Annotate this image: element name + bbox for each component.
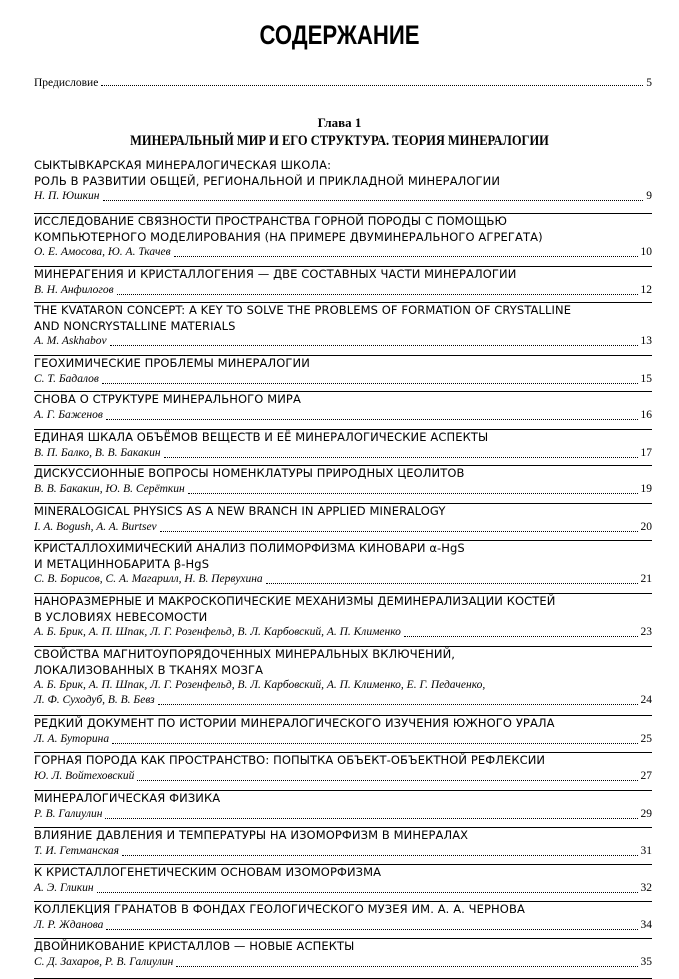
entry-authors: I. A. Bogush, A. A. Burtsev: [34, 520, 157, 533]
entry-page: 24: [640, 694, 652, 706]
entry-title: THE KVATARON CONCEPT: A KEY TO SOLVE THE PROBLEMS OF FORMATION OF CRYSTALLINE: [34, 303, 572, 317]
entry-page: 31: [640, 844, 652, 857]
entry-authors: Т. И. Гетманская: [34, 844, 120, 857]
entry-title: ИССЛЕДОВАНИЕ СВЯЗНОСТИ ПРОСТРАНСТВА ГОРНОЙ ПОРОДЫ С ПОМОЩЬЮ: [34, 214, 508, 228]
dot-leader: [97, 892, 638, 893]
entry-title: РОЛЬ В РАЗВИТИИ ОБЩЕЙ, РЕГИОНАЛЬНОЙ И ПРИКЛАДНОЙ МИНЕРАЛОГИИ: [34, 173, 501, 188]
dot-leader: [188, 493, 638, 494]
toc-entry[interactable]: [34, 865, 652, 902]
dot-leader: [176, 966, 637, 967]
dot-leader: [404, 636, 638, 637]
toc-entry[interactable]: [34, 541, 652, 594]
entry-title: К КРИСТАЛЛОГЕНЕТИЧЕСКИМ ОСНОВАМ ИЗОМОРФИЗМА: [34, 865, 382, 879]
page-title: СОДЕРЖАНИЕ: [259, 20, 420, 50]
preface-label: Предисловие: [34, 77, 99, 89]
toc-entry[interactable]: [34, 158, 652, 214]
entry-title: КРИСТАЛЛОХИМИЧЕСКИЙ АНАЛИЗ ПОЛИМОРФИЗМА КИНОВАРИ α-HgS: [34, 541, 465, 555]
toc-entry[interactable]: [34, 267, 652, 303]
toc-entry[interactable]: [34, 791, 652, 828]
entry-title: ВЛИЯНИЕ ДАВЛЕНИЯ И ТЕМПЕРАТУРЫ НА ИЗОМОРФИЗМ В МИНЕРАЛАХ: [34, 828, 469, 842]
entry-page: 32: [640, 881, 652, 894]
dot-leader: [122, 855, 637, 856]
entry-title: ДИСКУССИОННЫЕ ВОПРОСЫ НОМЕНКЛАТУРЫ ПРИРОДНЫХ ЦЕОЛИТОВ: [34, 466, 465, 480]
entry-page: 12: [640, 283, 652, 296]
entry-title: МИНЕРАЛОГИЧЕСКАЯ ФИЗИКА: [34, 791, 221, 805]
entry-authors: Л. А. Буторина: [34, 732, 110, 745]
dot-leader: [110, 345, 638, 346]
dot-leader: [112, 743, 637, 744]
dot-leader: [137, 780, 637, 781]
entry-title: КОЛЛЕКЦИЯ ГРАНАТОВ В ФОНДАХ ГЕОЛОГИЧЕСКОГО МУЗЕЯ ИМ. А. А. ЧЕРНОВА: [34, 902, 525, 916]
toc-entry[interactable]: [34, 214, 652, 267]
entry-page: 21: [640, 573, 652, 585]
entry-page: 15: [640, 372, 652, 385]
dot-leader: [164, 457, 638, 458]
entry-title: СЫКТЫВКАРСКАЯ МИНЕРАЛОГИЧЕСКАЯ ШКОЛА:: [34, 158, 332, 172]
entry-title: ГОРНАЯ ПОРОДА КАК ПРОСТРАНСТВО: ПОПЫТКА ОБЪЕКТ-ОБЪЕКТНОЙ РЕФЛЕКСИИ: [34, 753, 546, 767]
dot-leader: [158, 704, 638, 705]
entry-title: ЕДИНАЯ ШКАЛА ОБЪЁМОВ ВЕЩЕСТВ И ЕЁ МИНЕРАЛОГИЧЕСКИЕ АСПЕКТЫ: [34, 430, 489, 444]
entry-page: 35: [640, 955, 652, 968]
dot-leader: [106, 419, 638, 420]
entry-page: 34: [640, 918, 652, 931]
preface-entry[interactable]: [34, 71, 652, 89]
entry-title: КОМПЬЮТЕРНОГО МОДЕЛИРОВАНИЯ (НА ПРИМЕРЕ ДВУМИНЕРАЛЬНОГО АГРЕГАТА): [34, 229, 543, 244]
entry-authors: Н. П. Юшкин: [34, 190, 100, 202]
toc-entry[interactable]: [34, 356, 652, 392]
chapter-number: Глава 1: [317, 115, 362, 130]
entry-authors: В. Н. Анфилогов: [34, 283, 114, 296]
entry-page: 17: [640, 446, 652, 459]
entry-page: 19: [640, 482, 652, 495]
entry-authors: А. Э. Гликин: [34, 881, 94, 894]
entry-authors: С. В. Борисов, С. А. Магарилл, Н. В. Первухина: [34, 573, 263, 585]
toc-entry[interactable]: [34, 594, 652, 647]
dot-leader: [106, 929, 637, 930]
toc-entry[interactable]: [34, 828, 652, 865]
entry-authors: В. П. Балко, В. В. Бакакин: [34, 446, 161, 459]
entry-page: 16: [640, 408, 652, 421]
entry-authors: А. Г. Баженов: [34, 408, 103, 421]
dot-leader: [160, 531, 638, 532]
entry-title: ГЕОХИМИЧЕСКИЕ ПРОБЛЕМЫ МИНЕРАЛОГИИ: [34, 356, 310, 370]
toc-entries: [34, 158, 652, 979]
entry-title: МИНЕРАГЕНИЯ И КРИСТАЛЛОГЕНИЯ — ДВЕ СОСТАВНЫХ ЧАСТИ МИНЕРАЛОГИИ: [34, 267, 517, 281]
entry-title: СВОЙСТВА МАГНИТОУПОРЯДОЧЕННЫХ МИНЕРАЛЬНЫХ ВКЛЮЧЕНИЙ,: [34, 647, 456, 661]
entry-authors: Р. В. Галиулин: [34, 807, 103, 820]
dot-leader: [117, 294, 638, 295]
entry-authors: А. Б. Брик, А. П. Шпак, Л. Г. Розенфельд, В. Л. Карбовский, А. П. Клименко: [34, 626, 401, 638]
entry-title: MINERALOGICAL PHYSICS AS A NEW BRANCH IN APPLIED MINERALOGY: [34, 504, 446, 518]
entry-authors: A. M. Askhabov: [34, 335, 107, 347]
entry-page: 13: [640, 335, 652, 347]
entry-authors: В. В. Бакакин, Ю. В. Серёткин: [34, 482, 185, 495]
entry-authors: А. Б. Брик, А. П. Шпак, Л. Г. Розенфельд, В. Л. Карбовский, А. П. Клименко, Е. Г. Педаченко,: [34, 679, 486, 691]
toc-entry[interactable]: [34, 504, 652, 541]
entry-page: 29: [640, 807, 652, 820]
entry-authors: С. Т. Бадалов: [34, 372, 99, 385]
toc-entry[interactable]: [34, 753, 652, 791]
entry-page: 9: [646, 190, 652, 202]
toc-entry[interactable]: [34, 466, 652, 504]
toc-entry[interactable]: [34, 430, 652, 466]
toc-entry[interactable]: [34, 647, 652, 716]
entry-page: 23: [640, 626, 652, 638]
entry-title: AND NONCRYSTALLINE MATERIALS: [34, 318, 236, 333]
toc-entry[interactable]: [34, 303, 652, 356]
entry-page: 20: [640, 520, 652, 533]
entry-page: 27: [640, 769, 652, 782]
toc-entry[interactable]: [34, 392, 652, 430]
entry-authors: С. Д. Захаров, Р. В. Галиулин: [34, 955, 174, 968]
entry-title: ЛОКАЛИЗОВАННЫХ В ТКАНЯХ МОЗГА: [34, 662, 264, 677]
entry-title: НАНОРАЗМЕРНЫЕ И МАКРОСКОПИЧЕСКИЕ МЕХАНИЗМЫ ДЕМИНЕРАЛИЗАЦИИ КОСТЕЙ: [34, 594, 556, 608]
toc-entry[interactable]: [34, 902, 652, 939]
dot-leader: [103, 200, 644, 201]
dot-leader: [174, 256, 638, 257]
entry-page: 10: [640, 246, 652, 258]
entry-title: СНОВА О СТРУКТУРЕ МИНЕРАЛЬНОГО МИРА: [34, 392, 301, 406]
entry-title: В УСЛОВИЯХ НЕВЕСОМОСТИ: [34, 609, 208, 624]
entry-authors: Ю. Л. Войтеховский: [34, 769, 135, 782]
entry-title: ДВОЙНИКОВАНИЕ КРИСТАЛЛОВ — НОВЫЕ АСПЕКТЫ: [34, 939, 355, 953]
preface-page: 5: [646, 77, 652, 89]
dot-leader: [101, 85, 643, 86]
chapter-title: МИНЕРАЛЬНЫЙ МИР И ЕГО СТРУКТУРА. ТЕОРИЯ МИНЕРАЛОГИИ: [130, 133, 549, 149]
dot-leader: [102, 383, 638, 384]
entry-authors: Л. Р. Жданова: [34, 918, 104, 931]
dot-leader: [105, 818, 637, 819]
dot-leader: [266, 583, 638, 584]
entry-page: 25: [640, 732, 652, 745]
entry-authors: О. Е. Амосова, Ю. А. Ткачев: [34, 246, 171, 258]
entry-authors: Л. Ф. Суходуб, В. В. Бевз: [34, 694, 155, 706]
toc-entry[interactable]: [34, 939, 652, 979]
toc-entry[interactable]: [34, 716, 652, 753]
entry-title: И МЕТАЦИННОБАРИТА β-HgS: [34, 556, 210, 571]
entry-title: РЕДКИЙ ДОКУМЕНТ ПО ИСТОРИИ МИНЕРАЛОГИЧЕСКОГО ИЗУЧЕНИЯ ЮЖНОГО УРАЛА: [34, 716, 555, 730]
